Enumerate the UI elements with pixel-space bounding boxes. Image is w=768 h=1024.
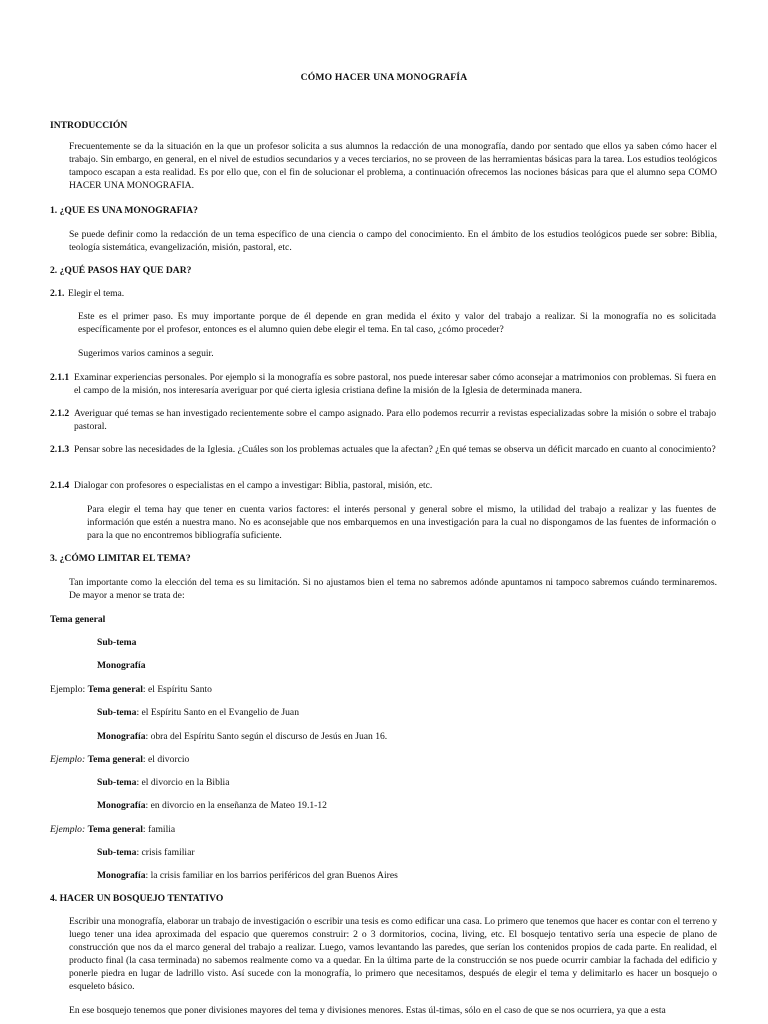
suggest-text: Sugerimos varios caminos a seguir. [78,348,214,359]
example-3-tema-general: Ejemplo: Tema general: familia [50,824,176,835]
hierarchy-monografia: Monografía [97,660,146,671]
section-2-heading: 2. ¿QUÉ PASOS HAY QUE DAR? [50,265,192,276]
section-1-paragraph: Se puede definir como la redacción de un tema específico de una ciencia o campo del conocimiento. En el ámbito de los estudios teológicos puede ser sobre: Biblia, teología sistemática, evangelización, misión, pastoral, etc. [69,229,717,253]
section-2-final-paragraph: Para elegir el tema hay que tener en cuenta varios factores: el interés personal y general sobre el mismo, la utilidad del trabajo a realizar y las fuentes de información que estén a nuestra mano. No es aconsejable que nos embarquemos en una investigación para la cual no dispongamos de las fuentes de información o para la que no encontremos bibliografía suficiente. [87,504,716,541]
section-3-heading: 3. ¿CÓMO LIMITAR EL TEMA? [50,553,191,564]
intro-heading: INTRODUCCIÓN [50,120,128,131]
example-3-sub-tema: Sub-tema: crisis familiar [97,847,195,858]
section-3-paragraph: Tan importante como la elección del tema es su limitación. Si no ajustamos bien el tema no sabremos adónde apuntamos ni tampoco sabremos cuándo terminaremos. De mayor a menor se trata de: [69,577,717,601]
item-2-1-number: 2.1. [50,288,65,299]
item-2-1-2-number: 2.1.2 [50,408,70,419]
intro-paragraph: Frecuentemente se da la situación en la que un profesor solicita a sus alumnos la redacción de una monografía, dando por sentado que ellos ya saben cómo hacer el trabajo. Sin embargo, en general, en el nivel de estudios secundarios y a veces terciarios, no se proveen de las herramientas básicas para la tarea. Los estudios teológicos tampoco escapan a esta realidad. Es por ello que, con el fin de solucionar el problema, a continuación ofrecemos las nociones básicas para que el alumno sepa COMO HACER UNA MONOGRAFIA. [69,141,717,191]
example-1-tema-general: Ejemplo: Tema general: el Espíritu Santo [50,684,212,695]
section-4-paragraph-1: Escribir una monografía, elaborar un trabajo de investigación o escribir una tesis es como edificar una casa. Lo primero que tenemos que hacer es contar con el terreno y luego tener una idea aproximada del espacio que queremos construir: 2 o 3 dormitorios, cocina, living, etc. El bosquejo tentativo sería una especie de plano de construcción que nos da el marco general del trabajo a realizar. Luego, vamos levantando las paredes, que serían los contenidos propios de cada parte. En realidad, el producto final (la casa terminada) no sabemos realmente como va a quedar. En la última parte de la construcción se nos puede ocurrir cambiar la fachada del edificio y ponerle piedra en lugar de ladrillo visto. Así sucede con la monografía, lo primero que necesitamos, después de elegir el tema y delimitarlo es hacer un bosquejo o esqueleto básico. [69,916,717,992]
hierarchy-tema-general: Tema general [50,614,106,625]
item-2-1-2-text: Averiguar qué temas se han investigado recientemente sobre el campo asignado. Para ello podemos recurrir a revistas especializadas sobre la misión o sobre el trabajo pastoral. [74,408,716,432]
example-3-monografia: Monografía: la crisis familiar en los barrios periféricos del gran Buenos Aires [97,870,398,881]
example-2-tema-general: Ejemplo: Tema general: el divorcio [50,754,190,765]
hierarchy-sub-tema: Sub-tema [97,637,137,648]
item-2-1-3-number: 2.1.3 [50,444,70,455]
example-1-sub-tema: Sub-tema: el Espíritu Santo en el Evangelio de Juan [97,707,299,718]
example-2-monografia: Monografía: en divorcio en la enseñanza de Mateo 19.1-12 [97,800,327,811]
item-2-1-paragraph: Este es el primer paso. Es muy importante porque de él depende en gran medida el éxito y valor del trabajo a realizar. Si la monografía no es solicitada específicamente por el profesor, entonces es el alumno quien debe elegir el tema. En tal caso, ¿cómo proceder? [78,311,716,335]
example-2-sub-tema: Sub-tema: el divorcio en la Biblia [97,777,230,788]
item-2-1-1-text: Examinar experiencias personales. Por ejemplo si la monografía es sobre pastoral, nos puede interesar saber cómo aconsejar a matrimonios con problemas. Si fuera en el campo de la misión, nos interesaría averiguar por qué cierta iglesia cristiana define la misión de la Iglesia de determinada manera. [74,372,716,396]
section-4-paragraph-2: En ese bosquejo tenemos que poner divisiones mayores del tema y divisiones menores. Estas úl-timas, sólo en el caso de que se nos ocurriera, ya que a esta [69,1005,666,1016]
section-1-heading: 1. ¿QUE ES UNA MONOGRAFIA? [50,205,198,216]
item-2-1-4-text: Dialogar con profesores o especialistas en el campo a investigar: Biblia, pastoral, misión, etc. [74,480,433,491]
item-2-1-1-number: 2.1.1 [50,372,70,383]
item-2-1-text: Elegir el tema. [68,288,125,299]
item-2-1-3-text: Pensar sobre las necesidades de la Iglesia. ¿Cuáles son los problemas actuales que la afectan? ¿En qué temas se observa un déficit marcado en cuanto al conocimiento? [74,444,716,455]
example-1-monografia: Monografía: obra del Espíritu Santo según el discurso de Jesús en Juan 16. [97,731,388,742]
section-4-heading: 4. HACER UN BOSQUEJO TENTATIVO [50,893,224,904]
item-2-1-4-number: 2.1.4 [50,480,70,491]
document-title: CÓMO HACER UNA MONOGRAFÍA [300,72,468,83]
